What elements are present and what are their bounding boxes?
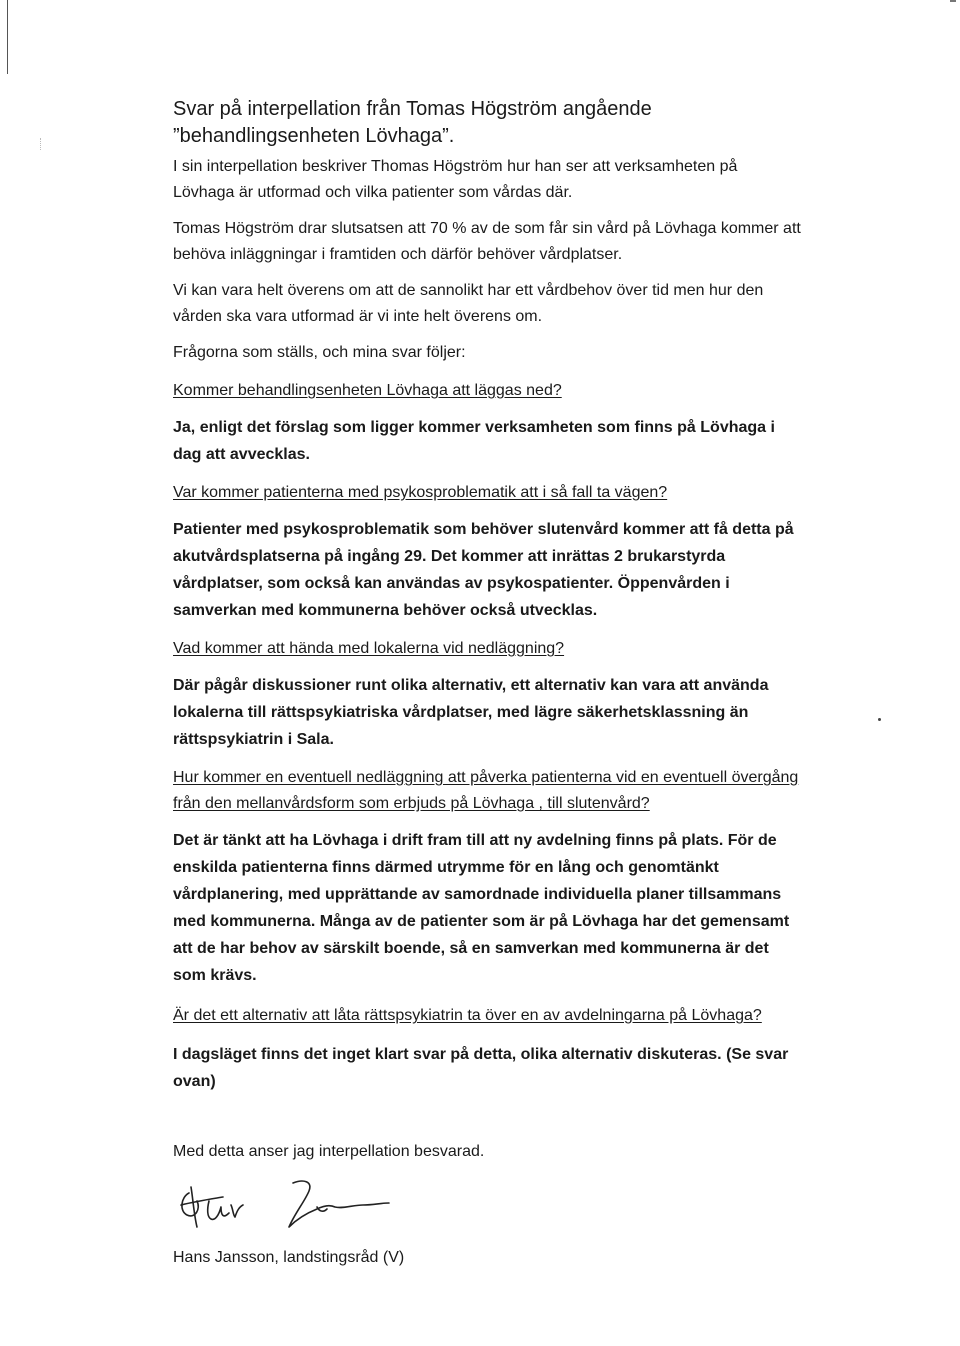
scan-corner-mark xyxy=(950,0,956,2)
answer-4: Det är tänkt att ha Lövhaga i drift fram till att ny avdelning finns på plats. För de enskilda patienterna finns därmed utrymme för en lång och genomtänkt vårdplanering, med upprättande av samordnade individuella planer tillsammans med kommunerna. Många av de patienter som är på Lövhaga har det gemensamt att de har behov av särskilt boende, så en samverkan med kommunerna är det som krävs. xyxy=(173,832,790,984)
question-4: Hur kommer en eventuell nedläggning att påverka patienterna vid en eventuell övergång från den mellanvårdsform som erbjuds på Lövhaga , till slutenvård? xyxy=(173,769,799,812)
question-3: Vad kommer att hända med lokalerna vid nedläggning? xyxy=(173,640,565,657)
answer-3: Där pågår diskussioner runt olika alternativ, ett alternativ kan vara att använda lokalerna till rättspsykiatriska vårdplatser, med lägre säkerhetsklassning än rättspsykiatrin i Sala. xyxy=(173,677,769,748)
answer-5: I dagsläget finns det inget klart svar på detta, olika alternativ diskuteras. (Se svar ovan) xyxy=(173,1046,789,1090)
question-2: Var kommer patienterna med psykosproblematik att i så fall ta vägen? xyxy=(173,484,668,501)
intro-paragraph-2: Tomas Högström drar slutsatsen att 70 % av de som får sin vård på Lövhaga kommer att behöva inläggningar i framtiden och därför behöver vårdplatser. xyxy=(173,220,801,263)
intro-paragraph-3: Vi kan vara helt överens om att de sannolikt har ett vårdbehov över tid men hur den vården ska vara utformad är vi inte helt överens om. xyxy=(173,282,764,325)
intro-paragraph-1: I sin interpellation beskriver Thomas Högström hur han ser att verksamheten på Lövhaga är utformad och vilka patienter som vårdas där. xyxy=(173,158,738,201)
scan-artifact xyxy=(40,138,45,150)
question-5: Är det ett alternativ att låta rättspsykiatrin ta över en av avdelningarna på Lövhaga? xyxy=(173,1007,762,1024)
scan-edge-line xyxy=(7,0,8,74)
document-body xyxy=(173,96,803,1271)
closing-line: Med detta anser jag interpellation besvarad. xyxy=(173,1143,485,1160)
document-title: Svar på interpellation från Tomas Högström angående ”behandlingsenheten Lövhaga”. xyxy=(173,98,652,147)
intro-paragraph-4: Frågorna som ställs, och mina svar följer: xyxy=(173,344,466,361)
scan-speck xyxy=(878,718,881,721)
answer-2: Patienter med psykosproblematik som behöver slutenvård kommer att få detta på akutvårdsplatserna på ingång 29. Det kommer att inrättas 2 brukarstyrda vårdplatser, som också kan användas av psykospatienter. Öppenvården i samverkan med kommunerna behöver också utvecklas. xyxy=(173,521,794,619)
signature-name: Hans Jansson, landstingsråd (V) xyxy=(173,1249,405,1266)
question-1: Kommer behandlingsenheten Lövhaga att läggas ned? xyxy=(173,382,562,399)
handwritten-signature xyxy=(167,1175,407,1237)
answer-1: Ja, enligt det förslag som ligger kommer verksamheten som finns på Lövhaga i dag att avvecklas. xyxy=(173,419,775,463)
